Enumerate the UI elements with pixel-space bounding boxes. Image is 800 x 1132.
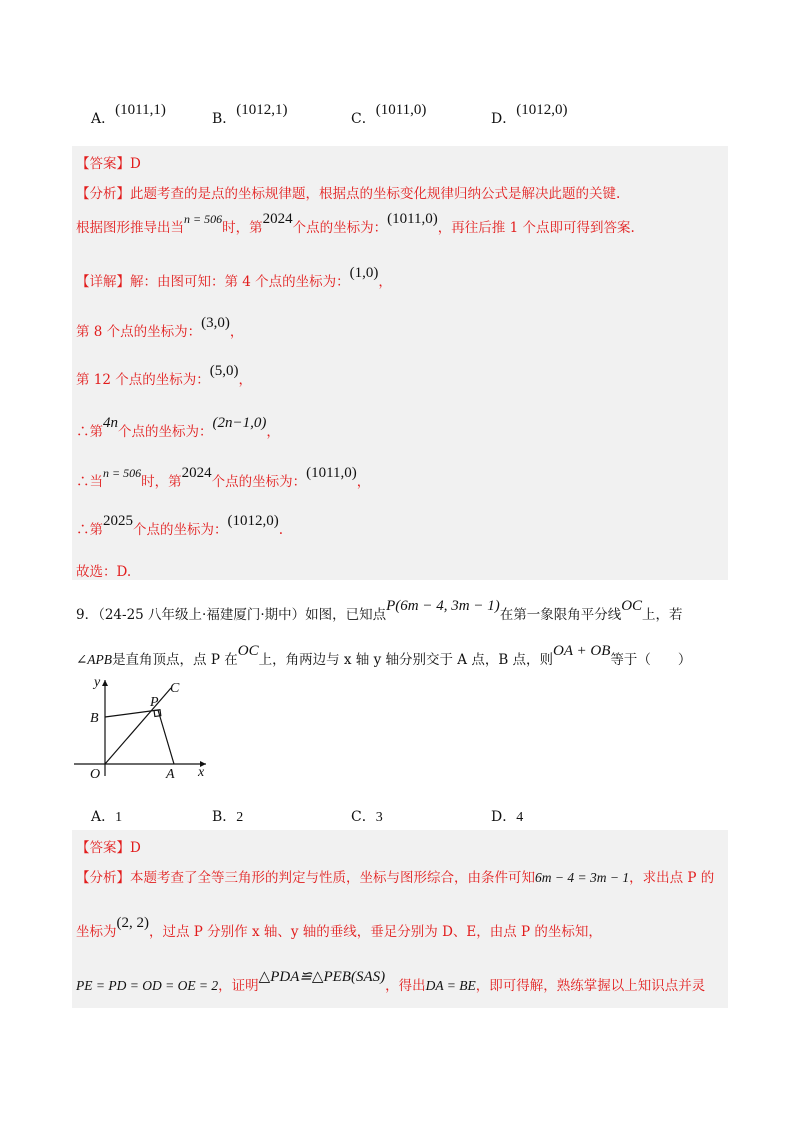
- sol8-analysis-1: 【分析】此题考查的是点的坐标规律题，根据点的坐标变化规律归纳公式是解决此题的关键.: [76, 186, 621, 202]
- sol8-answer: 【答案】D: [76, 156, 141, 172]
- sol8-detail: 【详解】解：由图可知：第 4 个点的坐标为：(1,0)，: [76, 265, 392, 290]
- label-o: O: [90, 767, 101, 782]
- bisector-oc: [105, 688, 171, 764]
- label-y: y: [94, 675, 101, 690]
- q9-stem-line-1: 9．（24-25 八年级上·福建厦门·期中）如图，已知点P(6m − 4, 3m − 1)在第一象限角平分线OC上，若: [76, 598, 683, 623]
- q9-stem-line-2: ∠APB是直角顶点，点 P 在OC上，角两边与 x 轴 y 轴分别交于 A 点，B 点，则OA + OB等于（ ）: [76, 643, 692, 668]
- q8-option-a: A．(1011,1): [91, 102, 166, 127]
- sol9-analysis-1: 【分析】本题考查了全等三角形的判定与性质，坐标与图形综合，由条件可知6m − 4 = 3m − 1，求出点 P 的: [76, 870, 715, 886]
- sol8-analysis-2: 根据图形推导出当n = 506时，第2024个点的坐标为：(1011,0)，再往后推 1 个点即可得到答案.: [76, 211, 635, 236]
- q9-option-b: B．2: [212, 809, 244, 825]
- solution-8-box: [72, 146, 728, 580]
- label-p: P: [150, 695, 159, 710]
- sol9-analysis-3: PE = PD = OD = OE = 2，证明△PDA≌△PEB(SAS)，得出DA = BE，即可得解，熟练掌握以上知识点并灵: [76, 969, 706, 994]
- q8-option-b: B．(1012,1): [212, 102, 288, 127]
- solution-9-box: [72, 830, 728, 1008]
- sol9-answer: 【答案】D: [76, 840, 141, 856]
- sol9-analysis-2: 坐标为(2, 2)，过点 P 分别作 x 轴、y 轴的垂线，垂足分别为 D、E，由点 P 的坐标知，: [76, 915, 602, 940]
- sol8-line-506: ∴当n = 506时，第2024个点的坐标为：(1011,0)，: [76, 465, 371, 490]
- sol8-line-4n: ∴第4n个点的坐标为：(2n−1,0)，: [76, 415, 280, 440]
- q9-option-d: D．4: [491, 809, 524, 825]
- segment-pb: [105, 710, 158, 717]
- sol8-line-2025: ∴第2025个点的坐标为：(1012,0).: [76, 513, 284, 538]
- label-c: C: [170, 681, 180, 696]
- right-angle-mark: [154, 710, 161, 717]
- q8-option-d: D．(1012,0): [491, 102, 568, 127]
- sol8-final: 故选：D.: [76, 564, 132, 580]
- q9-figure: [70, 672, 220, 784]
- label-x: x: [198, 765, 205, 780]
- sol8-line-8th: 第 8 个点的坐标为：(3,0)，: [76, 315, 244, 340]
- sol8-line-12th: 第 12 个点的坐标为：(5,0)，: [76, 363, 253, 388]
- q9-option-c: C．3: [351, 809, 383, 825]
- label-a: A: [166, 767, 175, 782]
- q8-option-c: C．(1011,0): [351, 102, 427, 127]
- label-b: B: [90, 711, 99, 726]
- segment-pa: [158, 710, 174, 764]
- q9-option-a: A．1: [91, 809, 123, 825]
